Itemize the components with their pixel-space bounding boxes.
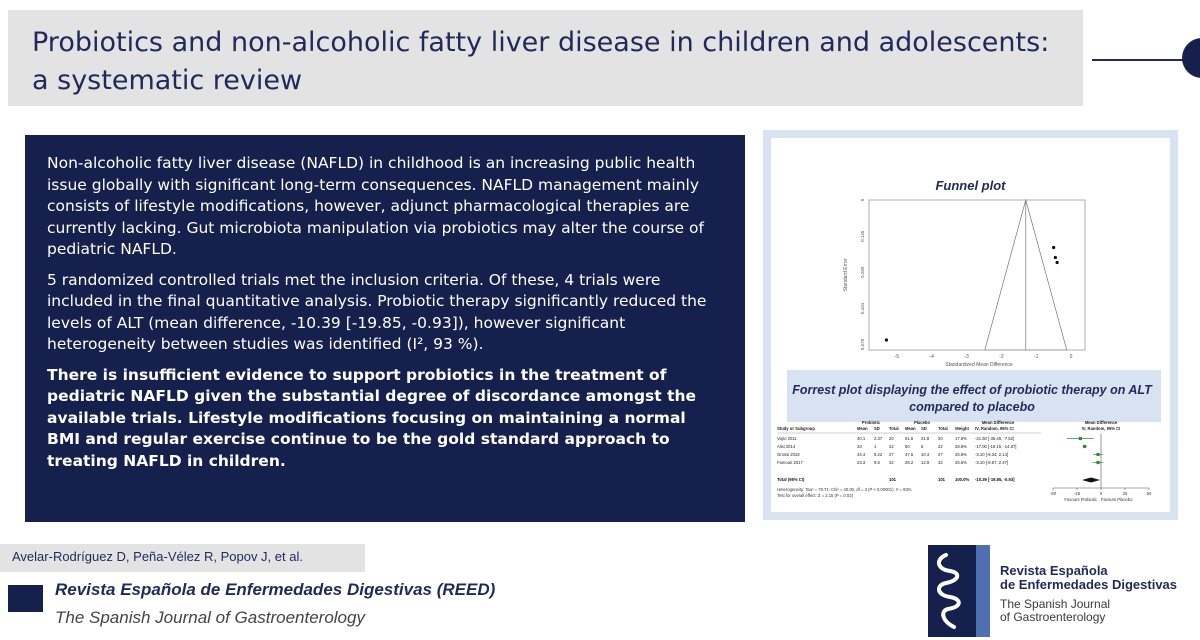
forest-col-header-plot: IV, Random, 95% CI bbox=[1081, 426, 1121, 431]
forest-effect-box bbox=[1083, 445, 1086, 448]
forest-cell: 28.8% bbox=[955, 444, 967, 449]
forest-total-cell: 101 bbox=[938, 477, 945, 482]
forest-favours-probiotic: Favours Probiotic bbox=[1064, 497, 1097, 502]
forest-total-cell: 101 bbox=[889, 477, 896, 482]
forest-group-mean-diff-plot: Mean Difference bbox=[1084, 420, 1118, 425]
funnel-y-tick: 0.289 bbox=[860, 266, 865, 278]
funnel-x-label: Standardized Mean Difference bbox=[945, 362, 1013, 368]
funnel-x-tick: -3 bbox=[964, 354, 969, 360]
forest-cell: 22 bbox=[889, 444, 894, 449]
forest-column-headers bbox=[777, 426, 1120, 431]
title-dot-decoration bbox=[1182, 38, 1200, 78]
funnel-y-tick: 0 bbox=[860, 198, 865, 202]
logo-subtitle-line-2: of Gastroenterology bbox=[1000, 610, 1106, 624]
forest-cell: -21.50 [-35.48, -7.52] bbox=[975, 436, 1015, 441]
funnel-x-tick: -5 bbox=[894, 354, 900, 360]
page-title bbox=[32, 24, 1059, 100]
forest-cell: 12.9 bbox=[921, 460, 930, 465]
forest-cell: 47.5 bbox=[905, 452, 914, 457]
forest-total-cell: 100.0% bbox=[955, 477, 970, 482]
funnel-x-tick: -4 bbox=[929, 354, 934, 360]
forest-plot-title: Forrest plot displaying the effect of probiotic therapy on ALT compared to placebo bbox=[792, 383, 1152, 414]
forest-group-mean-diff: Mean Difference bbox=[981, 420, 1015, 425]
funnel-x-ticks bbox=[895, 354, 1073, 360]
forest-effect-box bbox=[1096, 453, 1099, 456]
forest-axis-tick-label: 50 bbox=[1146, 491, 1152, 496]
forest-cell: 1 bbox=[874, 444, 877, 449]
forest-axis-tick-label: -25 bbox=[1073, 491, 1081, 496]
forest-group-placebo: Placebo bbox=[913, 420, 931, 425]
forest-cell: 26.8% bbox=[955, 452, 967, 457]
forest-cell: 9.22 bbox=[874, 452, 883, 457]
funnel-x-tick: -2 bbox=[999, 354, 1004, 360]
logo-title bbox=[1000, 564, 1177, 592]
forest-cell: 2.37 bbox=[874, 436, 883, 441]
figure-inner bbox=[771, 138, 1170, 512]
funnel-point bbox=[885, 338, 888, 341]
forest-col-header: Mean bbox=[857, 426, 868, 431]
forest-cell: 5 bbox=[921, 444, 924, 449]
forest-col-header: Mean bbox=[905, 426, 916, 431]
funnel-plot-title: Funnel plot bbox=[935, 178, 1006, 193]
forest-cell: 20 bbox=[938, 436, 943, 441]
title-line-1: Probiotics and non-alcoholic fatty liver disease in children and adolescents: bbox=[32, 27, 1050, 58]
journal-mark-decoration bbox=[8, 585, 43, 612]
figure-panel bbox=[763, 130, 1178, 520]
forest-cell: 26.2 bbox=[905, 460, 914, 465]
title-rule-divider bbox=[1092, 59, 1188, 61]
logo-title-line-2: de Enfermedades Digestivas bbox=[1000, 577, 1178, 592]
forest-col-header: SD bbox=[921, 426, 927, 431]
funnel-x-tick: 0 bbox=[1069, 354, 1073, 360]
forest-cell: -17.00 [-19.15, -14.87] bbox=[975, 444, 1017, 449]
abstract-conclusion: There is insufficient evidence to support probiotics in the treatment of pediatric NAFLD given the substantial degree of discordance amongst the available trials. Lifestyle modifications focusing on maintaining a normal BMI and regular exercise continue to be the gold standard approach to treating NAFLD in children. bbox=[47, 365, 697, 470]
forest-cell: 33 bbox=[857, 444, 862, 449]
forest-marks bbox=[1067, 437, 1103, 483]
forest-cell: 10.4 bbox=[921, 452, 930, 457]
forest-cell: 17.8% bbox=[955, 436, 967, 441]
forest-heterogeneity: Heterogeneity: Tau² = 79.71; Chi² = 40.00, df = 3 (P < 0.00001); I² = 93% bbox=[777, 487, 912, 492]
funnel-x-tick: -1 bbox=[1033, 354, 1039, 360]
forest-cell: -3.10 [-8.67, 2.47] bbox=[975, 460, 1009, 465]
funnel-y-label: Standard Error bbox=[843, 258, 849, 292]
forest-cell: 20 bbox=[889, 436, 894, 441]
forest-cell: 44.4 bbox=[857, 452, 866, 457]
forest-cell: 27 bbox=[889, 452, 894, 457]
abstract-results: 5 randomized controlled trials met the inclusion criteria. Of these, 4 trials were included in the final quantitative analysis. Probiotic therapy significantly reduced the levels of ALT (mean difference, -10.39 [-19.85, -0.93]), however significant heterogeneity between studies was identified (I², 93 %). bbox=[47, 270, 707, 353]
title-banner bbox=[8, 10, 1083, 106]
figures-svg bbox=[771, 138, 1170, 512]
logo-side-bar bbox=[976, 545, 990, 637]
forest-axis-tick-label: 0 bbox=[1099, 491, 1103, 496]
forest-col-header: IV, Random, 95% CI bbox=[975, 426, 1014, 431]
forest-col-header: SD bbox=[874, 426, 880, 431]
journal-subtitle: The Spanish Journal of Gastroenterology bbox=[55, 608, 365, 627]
funnel-y-tick: 0.145 bbox=[860, 230, 865, 242]
funnel-plot bbox=[843, 198, 1085, 368]
funnel-point bbox=[1052, 246, 1055, 249]
forest-overall-effect: Test for overall effect: Z = 2.15 (P = 0.03) bbox=[777, 493, 853, 498]
forest-axis-tick-label: -50 bbox=[1049, 491, 1057, 496]
forest-cell: 23.3 bbox=[857, 460, 866, 465]
forest-pooled-diamond bbox=[1082, 478, 1100, 483]
abstract-panel bbox=[25, 135, 745, 522]
forest-cell: 50 bbox=[905, 444, 910, 449]
forest-cell: 61.6 bbox=[905, 436, 914, 441]
forest-axis-tick-label: 25 bbox=[1122, 491, 1128, 496]
funnel-point bbox=[1054, 256, 1057, 259]
forest-cell: 32 bbox=[889, 460, 894, 465]
funnel-y-tick: 0.434 bbox=[860, 302, 865, 315]
forest-cell: Grossi 2019 bbox=[777, 452, 800, 457]
logo-subtitle bbox=[1000, 598, 1110, 624]
forest-cell: 27 bbox=[938, 452, 943, 457]
funnel-y-ticks bbox=[860, 198, 865, 350]
funnel-point bbox=[1056, 261, 1059, 264]
forest-effect-box bbox=[1079, 437, 1082, 440]
forest-favours-placebo: Favours Placebo bbox=[1101, 497, 1133, 502]
authors-line: Avelar-Rodríguez D, Peña-Vélez R, Popov J, et al. bbox=[0, 544, 365, 572]
forest-total-row bbox=[777, 477, 1015, 482]
forest-cell: 40.1 bbox=[857, 436, 866, 441]
forest-cell: 9.6 bbox=[874, 460, 880, 465]
title-line-2: a systematic review bbox=[32, 65, 303, 96]
forest-total-cell: Total (95% CI) bbox=[777, 477, 805, 482]
logo-subtitle-line-1: The Spanish Journal bbox=[1000, 597, 1111, 611]
forest-col-header: Total bbox=[889, 426, 899, 431]
forest-total-cell: -10.39 [-19.85, -0.93] bbox=[975, 477, 1015, 482]
forest-cell: Vajro 2011 bbox=[777, 436, 797, 441]
forest-cell: 31.8 bbox=[921, 436, 930, 441]
funnel-y-tick: 0.578 bbox=[860, 338, 865, 351]
journal-name: Revista Española de Enfermedades Digestivas (REED) bbox=[55, 580, 496, 599]
forest-col-header: Weight bbox=[955, 426, 969, 431]
abstract-background: Non-alcoholic fatty liver disease (NAFLD) in childhood is an increasing public health issue globally with significant long-term consequences. NAFLD management mainly consists of lifestyle modifications, however, adjunct pharmacological therapies are currently lacking. Gut microbiota manipulation via probiotics may alter the course of pediatric NAFLD. bbox=[47, 154, 704, 258]
forest-cell: Famouri 2017 bbox=[777, 460, 803, 465]
logo-title-line-1: Revista Española bbox=[1000, 563, 1108, 578]
forest-cell: 22 bbox=[938, 444, 943, 449]
forest-col-header: Study or Subgroup bbox=[777, 426, 815, 431]
forest-rows bbox=[777, 436, 1016, 465]
forest-cell: 32 bbox=[938, 460, 943, 465]
forest-effect-box bbox=[1096, 461, 1099, 464]
forest-group-probiotic: Probiotic bbox=[861, 420, 881, 425]
forest-cell: -3.10 [-8.34, 2.14] bbox=[975, 452, 1009, 457]
forest-axis-ticks bbox=[1050, 488, 1152, 496]
forest-cell: Alisi 2014 bbox=[777, 444, 796, 449]
forest-cell: 26.5% bbox=[955, 460, 967, 465]
forest-col-header: Total bbox=[938, 426, 948, 431]
forest-plot bbox=[777, 420, 1152, 502]
